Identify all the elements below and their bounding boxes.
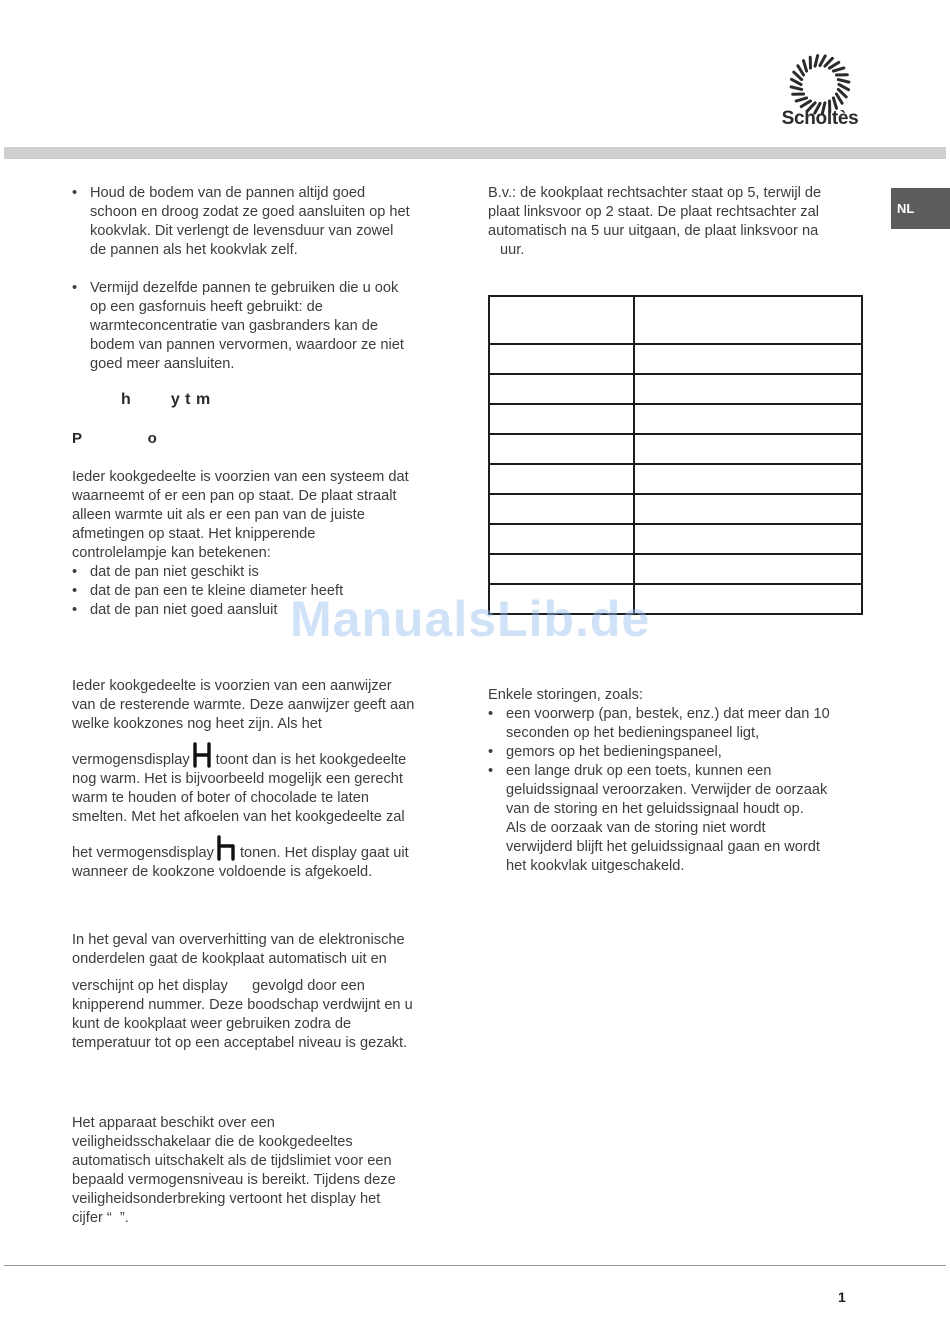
tip-2-line-5: goed meer aansluiten. [90,356,235,372]
fault-bullet-3 [488,762,868,876]
safety-line-3: automatisch uitschakelt als de tijdslimiet voor een [72,1153,392,1169]
table-cell [634,404,862,434]
table-cell [489,434,634,464]
tip-2-line-3: warmteconcentratie van gasbranders kan de [90,318,378,334]
tip-2-line-1: • Vermijd dezelfde pannen te gebruiken die u ook [90,280,399,296]
table-cell [634,464,862,494]
residual-line-4-pre: vermogensdisplay [72,752,190,768]
residual-line-7: smelten. Met het afkoelen van het kookgedeelte zal [72,809,405,825]
table-row [489,554,862,584]
overheat-line-4: knipperend nummer. Deze boodschap verdwijnt en u [72,997,413,1013]
sun-ray [833,68,843,71]
safety-line-4: bepaald vermogensniveau is bereikt. Tijdens deze [72,1172,396,1188]
pan-bullet-2: • dat de pan een te kleine diameter heeft [72,582,452,601]
section-heading: h y t m [121,391,211,408]
sun-ray [836,94,842,103]
tip-1-line-4: de pannen als het kookvlak zelf. [90,242,298,258]
residual-line-3: welke kookzones nog heet zijn. Als het [72,716,322,732]
table-cell [489,296,634,344]
safety-line-6: cijfer “ ”. [72,1210,129,1226]
table-cell [634,554,862,584]
sun-ray [791,87,802,90]
residual-line-4-post: toont dan is het kookgedeelte [215,752,407,768]
residual-line-8 [72,835,452,863]
sun-ray [838,89,846,96]
pan-line-3: alleen warmte uit als er een pan van de juiste [72,507,365,523]
overheat-line-2: onderdelen gaat de kookplaat automatisch uit en [72,951,387,967]
table-cell [489,524,634,554]
safety-line-5: veiligheidsonderbreking vertoont het display het [72,1191,381,1207]
fault-bullet-1 [488,705,868,743]
table-cell [489,344,634,374]
table-cell [489,374,634,404]
pan-bullet-1: • dat de pan niet geschikt is [72,563,452,582]
page-number: 1 [838,1289,846,1305]
table-row [489,464,862,494]
display-h-icon [216,835,236,861]
tip-2-line-2: op een gasfornuis heeft gebruikt: de [90,299,323,315]
pan-line-1: Ieder kookgedeelte is voorzien van een systeem dat [72,469,409,485]
table-cell [634,374,862,404]
header-bar [4,147,946,159]
example-line-1: B.v.: de kookplaat rechtsachter staat op 5, terwijl de [488,185,822,201]
overheat-line-6: temperatuur tot op een acceptabel niveau is gezakt. [72,1035,408,1051]
pan-line-4: afmetingen op staat. Het knipperende [72,526,316,542]
fault-3-line-6: het kookvlak uitgeschakeld. [506,858,685,874]
table-cell [489,404,634,434]
sun-ray [801,101,810,107]
residual-line-4 [72,742,452,770]
sun-ray [794,72,802,79]
pan-line-5: controlelampje kan betekenen: [72,545,271,561]
brand-logo-text: Scholtès [781,108,859,129]
fault-1-line-2: seconden op het bedieningspaneel ligt, [506,725,760,741]
sun-ray [838,80,849,83]
residual-line-2: van de resterende warmte. Deze aanwijzer geeft aan [72,697,415,713]
power-time-table [488,295,863,615]
table-row [489,524,862,554]
tips-bullet-2 [72,279,452,374]
example-line-4: uur. [500,242,525,258]
tip-1-line-1: • Houd de bodem van de pannen altijd goed [90,185,366,201]
table-row [489,494,862,524]
faults-paragraph [488,686,868,876]
sun-ray [820,56,825,66]
pan-line-2: waarneemt of er een pan op staat. De plaat straalt [72,488,397,504]
sun-ray [815,56,818,67]
table-cell [634,494,862,524]
table-cell [489,554,634,584]
sun-ray [803,61,806,71]
sun-ray [830,62,839,68]
fault-3-line-3: van de storing en het geluidssignaal houdt op. [506,801,804,817]
fault-3-line-1: • een lange druk op een toets, kunnen een [506,763,772,779]
residual-line-8-post: tonen. Het display gaat uit [239,845,409,861]
residual-line-8-pre: het vermogensdisplay [72,845,214,861]
faults-intro: Enkele storingen, zoals: [488,687,643,703]
table-cell [489,494,634,524]
sun-ray [796,98,806,101]
sun-ray [791,79,801,84]
sun-ray [839,85,849,90]
safety-paragraph [72,1114,452,1228]
table-row [489,344,862,374]
residual-line-9: wanneer de kookzone voldoende is afgekoeld. [72,864,373,880]
fault-3-line-4: Als de oorzaak van de storing niet wordt [506,820,766,836]
tip-1-line-2: schoon en droog zodat ze goed aansluiten op het [90,204,410,220]
safety-line-1: Het apparaat beschikt over een [72,1115,275,1131]
table-row [489,404,862,434]
example-line-3: automatisch na 5 uur uitgaan, de plaat linksvoor na [488,223,819,239]
overheat-paragraph [72,931,452,1053]
tips-bullet-1 [72,184,452,260]
residual-line-1: Ieder kookgedeelte is voorzien van een aanwijzer [72,678,392,694]
table-cell [634,524,862,554]
table-cell [489,464,634,494]
residual-line-6: warm te houden of boter of chocolade te laten [72,790,369,806]
table-cell [634,584,862,614]
overheat-line-3: verschijnt op het display gevolgd door een [72,978,365,994]
fault-2-line-1: • gemors op het bedieningspaneel, [506,744,722,760]
table-cell [634,344,862,374]
table-row [489,296,862,344]
table-row [489,434,862,464]
tip-1-line-3: kookvlak. Dit verlengt de levensduur van zowel [90,223,394,239]
display-H-icon [192,742,212,768]
overheat-line-1: In het geval van oververhitting van de elektronische [72,932,405,948]
fault-bullet-2 [488,743,868,762]
language-tab: NL [891,188,950,229]
fault-1-line-1: • een voorwerp (pan, bestek, enz.) dat meer dan 10 [506,706,830,722]
safety-line-2: veiligheidsschakelaar die de kookgedeeltes [72,1134,353,1150]
example-line-2: plaat linksvoor op 2 staat. De plaat rechtsachter zal [488,204,819,220]
tip-2-line-4: bodem van pannen vervormen, waardoor ze niet [90,337,404,353]
example-paragraph [488,184,868,260]
overheat-line-5: kunt de kookplaat weer gebruiken zodra de [72,1016,352,1032]
pan-bullet-3: • dat de pan niet goed aansluit [72,601,452,620]
fault-3-line-5: verwijderd blijft het geluidssignaal gaan en wordt [506,839,820,855]
residual-heat-paragraph [72,677,452,882]
watermark: ManualsLib.de [290,591,651,647]
table-cell [634,434,862,464]
table-cell [634,296,862,344]
footer-divider [4,1265,946,1266]
sun-ray [825,58,832,66]
residual-line-5: nog warm. Het is bijvoorbeeld mogelijk een gerecht [72,771,403,787]
table-row [489,374,862,404]
section-subheading: P o [72,430,158,447]
sun-ray [833,98,836,108]
fault-3-line-2: geluidssignaal veroorzaken. Verwijder de oorzaak [506,782,828,798]
sun-ray [798,66,804,75]
